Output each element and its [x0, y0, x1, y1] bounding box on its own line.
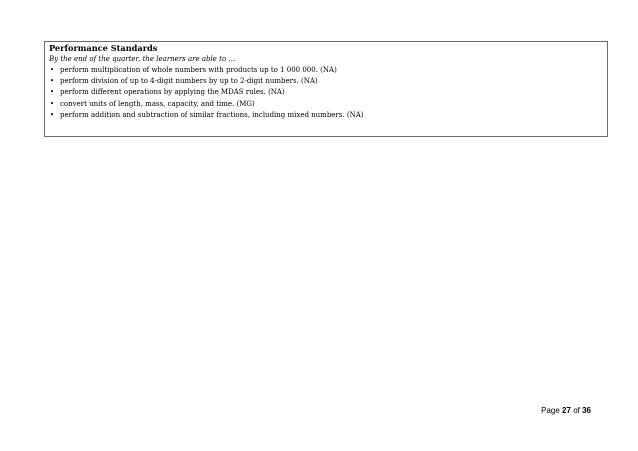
bullet-icon: • — [50, 88, 55, 97]
list-item-text: perform addition and subtraction of similar fractions, including mixed numbers. (NA) — [60, 110, 364, 119]
performance-standards-list — [49, 65, 603, 121]
performance-standards-box — [44, 41, 608, 137]
list-item — [49, 76, 603, 87]
list-item — [49, 87, 603, 98]
bullet-icon: • — [50, 66, 55, 74]
bullet-icon: • — [50, 110, 55, 119]
performance-standards-heading: Performance Standards — [49, 43, 158, 53]
performance-standards-intro: By the end of the quarter, the learners are able to … — [49, 55, 236, 63]
list-item-text: perform multiplication of whole numbers with products up to 1 000 000. (NA) — [60, 66, 337, 74]
page-number-footer — [541, 406, 591, 415]
list-item-text: perform different operations by applying the MDAS rules. (NA) — [60, 88, 285, 97]
page-total-number: 36 — [582, 406, 591, 415]
list-item — [49, 99, 603, 110]
bullet-icon: • — [50, 99, 55, 108]
page-of-label: of — [573, 406, 580, 415]
list-item-text: convert units of length, mass, capacity, and time. (MG) — [60, 99, 255, 108]
bullet-icon: • — [50, 77, 55, 86]
list-item — [49, 110, 603, 121]
page-label: Page — [541, 406, 560, 415]
list-item-text: perform division of up to 4-digit numbers by up to 2-digit numbers. (NA) — [60, 77, 318, 86]
page-current-number: 27 — [562, 406, 571, 415]
list-item — [49, 65, 603, 76]
